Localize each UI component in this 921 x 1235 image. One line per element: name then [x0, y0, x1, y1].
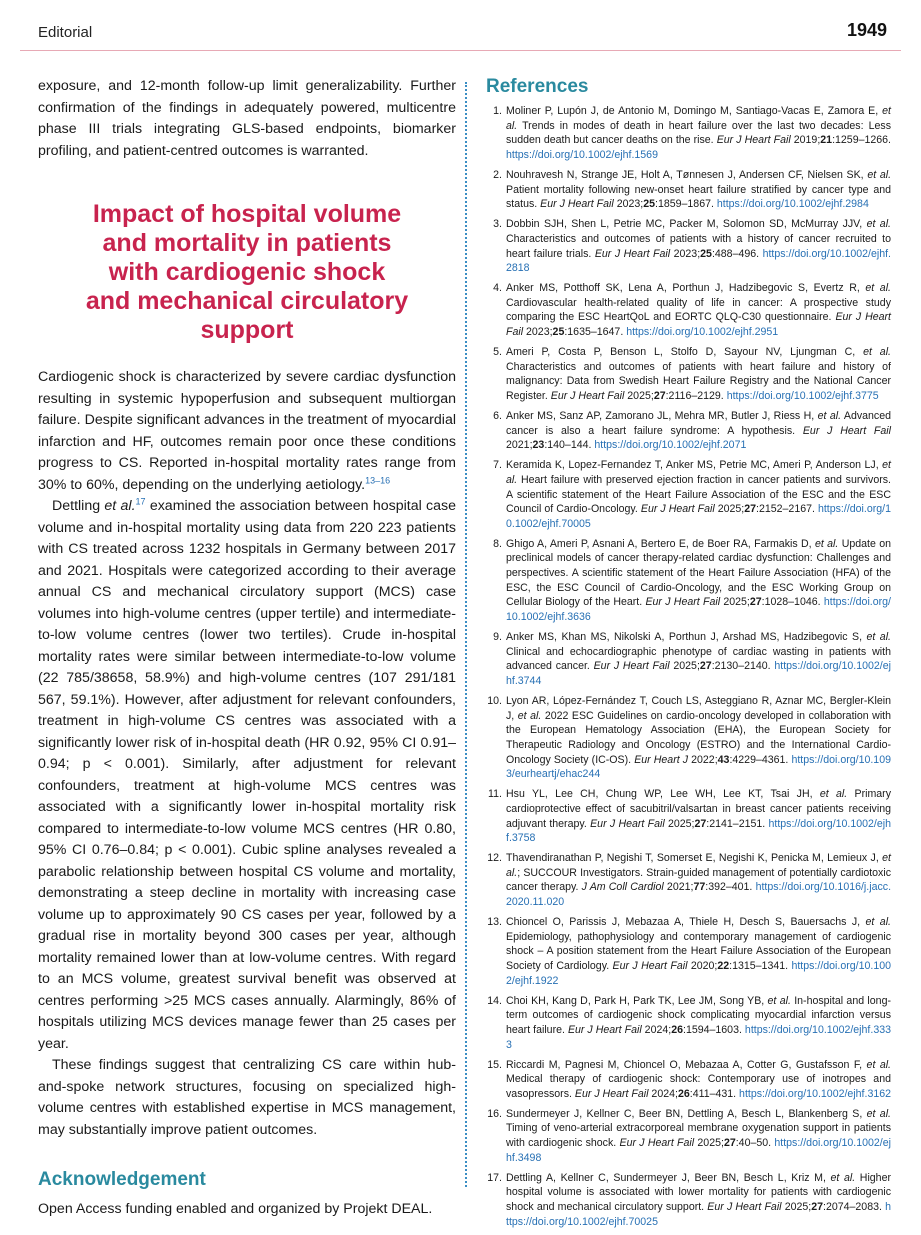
journal-name: Eur J Heart Fail	[540, 198, 614, 211]
journal-name: Eur J Heart Fail	[550, 390, 625, 402]
journal-name: Eur J Heart Fail	[506, 311, 891, 339]
reference-number: 3.	[493, 218, 502, 231]
doi-link[interactable]: https://doi.org/10.1002/ejhf.70025	[506, 1201, 891, 1228]
body-paragraph-3: These findings suggest that centralizing CS care within hub-and-spoke network structures, focusing on specialized high-volume centres with established expertise in MCS management, may substantially improve patient outcomes.	[38, 1057, 456, 1138]
volume: 22	[717, 960, 730, 972]
doi-link[interactable]: https://doi.org/10.1002/ejhf.3162	[739, 1087, 892, 1100]
reference-text: Choi KH, Kang D, Park H, Park TK, Lee JM, Song YB, et al. In-hospital and long-term outcomes of cardiogenic shock complicating myocardial infarction versus heart failure. Eur J Heart Fail 2024;26:1594–1603. https://doi.org/10.1002/ejhf.3333	[506, 994, 891, 1051]
reference-number: 12.	[487, 852, 502, 865]
page-header	[0, 0, 921, 60]
reference-item	[486, 1171, 891, 1230]
reference-text: Lyon AR, López-Fernández T, Couch LS, Asteggiano R, Aznar MC, Bergler-Klein J, et al. 2022 ESC Guidelines on cardio-oncology developed in collaboration with the European Hematology Association (EHA), the European Society for Therapeutic Radiology and Oncology (ESTRO) and the International Cardio-Oncology Society (IC-OS). Eur Heart J 2022;43:4229–4361. https://doi.org/10.1093/eurheartj/ehac244	[506, 694, 892, 781]
acknowledgement-text: Open Access funding enabled and organized by Projekt DEAL.	[38, 1200, 433, 1217]
citation-link[interactable]: 17	[135, 496, 146, 507]
doi-link[interactable]: https://doi.org/10.1093/eurheartj/ehac244	[506, 753, 891, 781]
reference-number: 6.	[493, 409, 502, 422]
volume: 23	[532, 439, 545, 452]
reference-text: Riccardi M, Pagnesi M, Chioncel O, Mebazaa A, Cotter G, Gustafsson F, et al. Medical therapy of cardiogenic shock: Contemporary use of inotropes and vasopressors. Eur J Heart Fail 2024;26:411–431. https://doi.org/10.1002/ejhf.3162	[506, 1058, 892, 1100]
section-title-line: Impact of hospital volume	[92, 200, 402, 228]
page-number: 1949	[846, 20, 887, 40]
reference-number: 16.	[487, 1107, 502, 1120]
references-column	[486, 76, 891, 1235]
journal-section-label: Editorial	[38, 24, 93, 41]
doi-link[interactable]: https://doi.org/10.1002/ejhf.2951	[626, 326, 779, 339]
doi-link[interactable]: https://doi.org/10.1002/ejhf.1569	[506, 148, 658, 161]
doi-link[interactable]: https://doi.org/10.1002/ejhf.3636	[506, 596, 891, 624]
reference-item	[486, 694, 891, 782]
reference-item	[486, 458, 891, 531]
journal-name: Eur J Heart Fail	[593, 660, 670, 673]
reference-item	[486, 630, 891, 689]
doi-link[interactable]: https://doi.org/10.1002/ejhf.3758	[506, 817, 892, 845]
reference-text: Moliner P, Lupón J, de Antonio M, Domingo M, Santiago-Vacas E, Zamora E, et al. Trends in modes of death in heart failure over the last two decades: Less sudden death but cancer deaths on the rise. Eur J Heart Fail 2019;21:1259–1266. https://doi.org/10.1002/ejhf.1569	[506, 105, 891, 161]
volume: 25	[643, 198, 656, 211]
reference-item	[486, 915, 891, 988]
reference-number: 8.	[493, 537, 502, 550]
body-paragraph-1: Cardiogenic shock is characterized by severe cardiac dysfunction resulting in systemic hypoperfusion and subsequent multiorgan failure. Despite significant advances in the treatment of myocardial infarction and HF, outcomes remain poor once these conditions progress to CS. Reported in-hospital mortality rates range from 30% to 60%, depending on the underlying aetiology.$^{13-16}$	[38, 369, 456, 493]
doi-link[interactable]: https://doi.org/10.1002/ejhf.3775	[726, 390, 879, 402]
reference-text: Sundermeyer J, Kellner C, Beer BN, Dettling A, Besch L, Blankenberg S, et al. Timing of veno-arterial extracorporeal membrane oxygenation support in patients with cardiogenic shock. Eur J Heart Fail 2025;27:40–50. https://doi.org/10.1002/ejhf.3498	[506, 1107, 891, 1164]
reference-text: Dettling A, Kellner C, Sundermeyer J, Beer BN, Besch L, Kriz M, et al. Higher hospital volume is associated with lower mortality for patients with cardiogenic shock and mechanical circulatory support. Eur J Heart Fail 2025;27:2074–2083. https://doi.org/10.1002/ejhf.70025	[506, 1171, 891, 1228]
doi-link[interactable]: https://doi.org/10.1002/ejhf.3333	[506, 1023, 891, 1051]
journal-name: Eur J Heart Fail	[645, 596, 721, 609]
volume: 25	[700, 247, 712, 260]
reference-number: 10.	[487, 694, 502, 707]
reference-number: 15.	[487, 1058, 502, 1071]
volume: 27	[811, 1201, 824, 1214]
doi-link[interactable]: https://doi.org/10.1002/ejhf.2984	[716, 198, 869, 211]
reference-text: Dobbin SJH, Shen L, Petrie MC, Packer M, Solomon SD, McMurray JJV, et al. Characteristics and outcomes of patients with a history of cancer recruited to heart failure trials. Eur J Heart Fail 2023;25:488–496. https://doi.org/10.1002/ejhf.2818	[506, 218, 891, 275]
reference-text: Chioncel O, Parissis J, Mebazaa A, Thiele H, Desch S, Bauersachs J, et al. Epidemiology, pathophysiology and contemporary management of cardiogenic shock – A position statement from the Heart Failure Association of the European Society of Cardiology. Eur J Heart Fail 2020;22:1315–1341. https://doi.org/10.1002/ejhf.1922	[506, 916, 892, 987]
reference-list	[486, 104, 891, 1229]
doi-link[interactable]: https://doi.org/10.1002/ejhf.2071	[594, 439, 747, 452]
reference-text: Ameri P, Costa P, Benson L, Stolfo D, Sayour NV, Ljungman C, et al. Characteristics and outcomes of patients with heart failure and history of malignancy: Data from Swedish Heart Failure Registry and the National Cancer Register. Eur J Heart Fail 2025;27:2116–2129. https://doi.org/10.1002/ejhf.3775	[506, 346, 891, 402]
section-title	[38, 200, 456, 345]
header-divider	[20, 50, 901, 51]
volume: 26	[677, 1087, 690, 1100]
journal-name: Eur J Heart Fail	[574, 1087, 649, 1100]
left-column	[38, 76, 456, 1220]
doi-link[interactable]: https://doi.org/10.1002/ejhf.70005	[506, 503, 891, 530]
doi-link[interactable]: https://doi.org/10.1002/ejhf.3498	[506, 1137, 891, 1164]
volume: 27	[744, 503, 757, 516]
volume: 27	[749, 596, 762, 609]
journal-name: Eur J Heart Fail	[716, 134, 791, 147]
reference-item	[486, 409, 891, 453]
reference-number: 5.	[493, 346, 502, 359]
journal-name: Eur J Heart Fail	[567, 1023, 642, 1036]
acknowledgement-heading: Acknowledgement	[38, 1169, 206, 1190]
reference-text: Thavendiranathan P, Negishi T, Somerset E, Negishi K, Penicka M, Lemieux J, et al.; SUCCOUR Investigators. Strain-guided management of potentially cardiotoxic cancer therapy. J Am Coll Cardiol 2021;77:392–401. https://doi.org/10.1016/j.jacc.2020.11.020	[506, 852, 892, 909]
reference-item	[486, 1058, 891, 1102]
section-title-line: with cardiogenic shock	[108, 258, 386, 286]
reference-item	[486, 168, 891, 212]
doi-link[interactable]: https://doi.org/10.1016/j.jacc.2020.11.020	[506, 881, 892, 909]
journal-name: Eur J Heart Fail	[619, 1137, 695, 1150]
reference-text: Anker MS, Potthoff SK, Lena A, Porthun J, Hadzibegovic S, Evertz R, et al. Cardiovascular health-related quality of life in cancer: A prospective study comparing the ESC HeartQoL and EORTC QLQ-C30 questionnaire. Eur J Heart Fail 2023;25:1635–1647. https://doi.org/10.1002/ejhf.2951	[506, 282, 891, 339]
volume: 43	[717, 753, 730, 766]
doi-link[interactable]: https://doi.org/10.1002/ejhf.2818	[506, 247, 891, 275]
journal-name: Eur J Heart Fail	[612, 960, 688, 972]
volume: 27	[694, 817, 707, 830]
reference-item	[486, 217, 891, 276]
section-title-line: support	[200, 316, 294, 344]
reference-number: 4.	[493, 282, 502, 295]
volume: 25	[552, 326, 565, 339]
volume: 26	[671, 1023, 683, 1036]
reference-item	[486, 281, 891, 340]
reference-item	[486, 345, 891, 404]
reference-text: Anker MS, Khan MS, Nikolski A, Porthun J, Arshad MS, Hadzibegovic S, et al. Clinical and echocardiographic phenotype of cardiac wasting in patients with advanced cancer. Eur J Heart Fail 2025;27:2130–2140. https://doi.org/10.1002/ejhf.3744	[506, 631, 892, 687]
reference-number: 17.	[487, 1171, 502, 1184]
journal-name: Eur Heart J	[634, 753, 689, 766]
journal-name: Eur J Heart Fail	[640, 503, 715, 516]
reference-number: 11.	[488, 788, 502, 801]
reference-item	[486, 1107, 891, 1166]
reference-number: 9.	[493, 631, 502, 644]
reference-text: Nouhravesh N, Strange JE, Holt A, Tønnesen J, Andersen CF, Nielsen SK, et al. Patient mortality following new-onset heart failure stratified by cancer type and status. Eur J Heart Fail 2023;25:1859–1867. https://doi.org/10.1002/ejhf.2984	[506, 168, 892, 211]
reference-text: Ghigo A, Ameri P, Asnani A, Bertero E, de Boer RA, Farmakis D, et al. Update on preclinical models of cancer therapy-related cardiac dysfunction: Challenges and perspectives. A scientific statement of the Heart Failure Association (HFA) of the ESC, the ESC Council of Cardio-Oncology, and the ESC Working Group on Cellular Biology of the Heart. Eur J Heart Fail 2025;27:1028–1046. https://doi.org/10.1002/ejhf.3636	[506, 537, 891, 624]
citation-link[interactable]: 13–16	[365, 474, 391, 485]
reference-number: 13.	[487, 916, 502, 929]
volume: 77	[693, 881, 706, 894]
doi-link[interactable]: https://doi.org/10.1002/ejhf.3744	[506, 660, 891, 687]
reference-item	[486, 104, 891, 163]
reference-text: Keramida K, Lopez-Fernandez T, Anker MS, Petrie MC, Ameri P, Anderson LJ, et al. Heart failure with preserved ejection fraction in cancer patients and survivors. A scientific statement of the Heart Failure Association of the ESC and the ESC Council of Cardio-Oncology. Eur J Heart Fail 2025;27:2152–2167. https://doi.org/10.1002/ejhf.70005	[506, 459, 891, 530]
reference-number: 7.	[493, 459, 502, 472]
intro-paragraph: exposure, and 12-month follow-up limit generalizability. Further confirmation of the findings in adequately powered, multicentre phase III trials integrating GLS-based endpoints, biomarker profiling, and patient-centred outcomes is warranted.	[38, 78, 456, 159]
body-paragraph-2: Dettling et al.$^{17}$ examined the association between hospital case volume and in-hospital mortality using data from 220 223 patients with CS treated across 1232 hospitals in Germany between 2017 and 2021. Hospitals were categorized according to their average annual CS and mechanical circulatory support (MCS) case volumes into high-volume centres (upper tertile) and intermediate-to-low volume centres (lower two tertiles). Crude in-hospital mortality rates were similar between intermediate-to-low volume (22 785/38658, 58.9%) and high-volume centres (107 291/181 567, 59.1%). However, after adjustment for relevant confounders, treatment in high-volume CS centres was associated with a significantly lower risk of in-hospital death (HR 0.92, 95% CI 0.91–0.94; p < 0.001). Similarly, after adjustment for relevant confounders, treatment at high-volume MCS centres was associated with a significantly lower in-hospital mortality risk compared to intermediate-to-low volume MCS centres (HR 0.80, 95% CI 0.76–0.84; p < 0.001). Cubic spline analyses revealed a parabolic relationship between hospital CS volume and mortality, demonstrating a steep decline in mortality with increasing case volume up to approximately 90 CS cases per year, followed by a gradual rise in mortality beyond 300 cases per year, although mortality remained lower than at low-volume centres. With regard to an MCS volume, greatest survival benefit was observed at centres performing >25 MCS cases annually. Alarmingly, 86% of hospitals utilizing MCS devices manage fewer than 25 cases per year.	[38, 496, 456, 1052]
journal-name: Eur J Heart Fail	[707, 1201, 782, 1214]
volume: 27	[723, 1137, 736, 1150]
doi-link[interactable]: https://doi.org/10.1002/ejhf.1922	[506, 960, 892, 987]
journal-name: Eur J Heart Fail	[590, 817, 665, 830]
references-heading: References	[486, 76, 589, 97]
volume: 21	[820, 134, 833, 147]
reference-number: 1.	[493, 105, 502, 117]
volume: 27	[653, 390, 666, 402]
reference-item	[486, 994, 891, 1053]
reference-item	[486, 537, 891, 625]
column-divider	[465, 82, 467, 1187]
volume: 27	[699, 660, 712, 673]
section-title-line: and mortality in patients	[102, 229, 392, 257]
reference-number: 2.	[493, 168, 502, 181]
reference-text: Hsu YL, Lee CH, Chung WP, Lee WH, Lee KT, Tsai JH, et al. Primary cardioprotective effect of sacubitril/valsartan in breast cancer patients receiving adjuvant therapy. Eur J Heart Fail 2025;27:2141–2151. https://doi.org/10.1002/ejhf.3758	[506, 788, 892, 845]
section-title-line: and mechanical circulatory	[85, 287, 409, 315]
reference-number: 14.	[487, 994, 502, 1007]
reference-item	[486, 851, 891, 910]
reference-text: Anker MS, Sanz AP, Zamorano JL, Mehra MR, Butler J, Riess H, et al. Advanced cancer is also a heart failure syndrome: A hypothesis. Eur J Heart Fail 2021;23:140–144. https://doi.org/10.1002/ejhf.2071	[506, 409, 891, 452]
journal-name: J Am Coll Cardiol	[581, 881, 664, 894]
reference-item	[486, 787, 891, 846]
journal-name: Eur J Heart Fail	[802, 424, 891, 437]
journal-name: Eur J Heart Fail	[594, 247, 671, 260]
